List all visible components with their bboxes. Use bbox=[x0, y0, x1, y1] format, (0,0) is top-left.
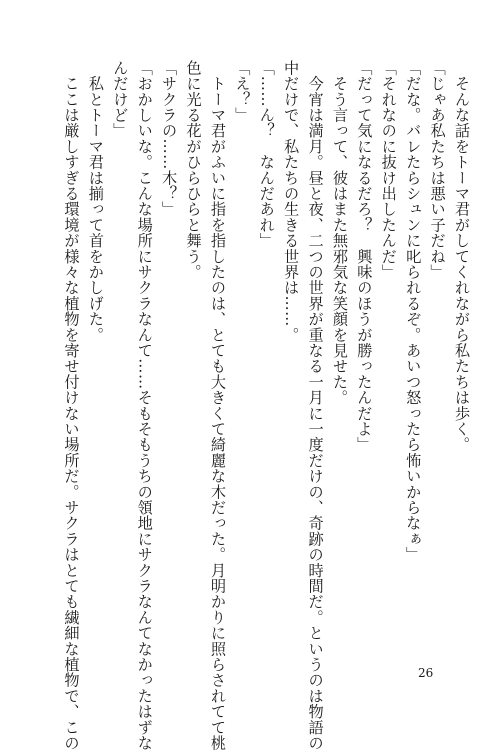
text-line: 今宵は満月。昼と夜、二つの世界が重なる一月に一度だけの、奇跡の時間だ。というのは物語の bbox=[306, 60, 325, 751]
text-line: んだけど」 bbox=[111, 60, 130, 139]
text-line: 「だって気になるだろ？ 興味のほうが勝ったんだよ」 bbox=[355, 60, 374, 453]
text-line: トーマ君がふいに指を指したのは、とても大きくて綺麗な木だった。月明かりに照らされてて桃 bbox=[208, 60, 227, 751]
text-line: そう言って、彼はまた無邪気な笑顔を見せた。 bbox=[330, 60, 349, 406]
text-line: 私とトーマ君は揃って首をかしげた。 bbox=[86, 60, 105, 343]
page-number: 26 bbox=[418, 666, 434, 680]
text-line: 「じゃあ私たちは悪い子だね」 bbox=[428, 60, 447, 280]
text-line: 「おかしいな。こんな場所にサクラなんて……そもそもうちの領地にサクラなんてなかったはずな bbox=[135, 60, 154, 751]
text-line: そんな話をトーマ君がしてくれながら私たちは歩く。 bbox=[453, 60, 471, 453]
text-line: 「……ん？ なんだあれ」 bbox=[257, 60, 276, 249]
text-line: ここは厳しすぎる環境が様々な植物を寄せ付けない場所だ。サクラはとても繊細な植物で、この bbox=[62, 60, 81, 751]
text-line: 「だな。バレたらシュンに叱られるぞ。あいつ怒ったら怖いからなぁ」 bbox=[404, 60, 423, 563]
text-line: 「え？」 bbox=[233, 60, 252, 123]
text-line: 「サクラの……木？」 bbox=[160, 60, 179, 217]
text-line: 色に光る花がひらひらと舞う。 bbox=[184, 60, 203, 280]
text-line: 中だけで、私たちの生きる世界は……。 bbox=[282, 60, 301, 343]
text-line: 「それなのに抜け出したんだ」 bbox=[379, 60, 398, 280]
